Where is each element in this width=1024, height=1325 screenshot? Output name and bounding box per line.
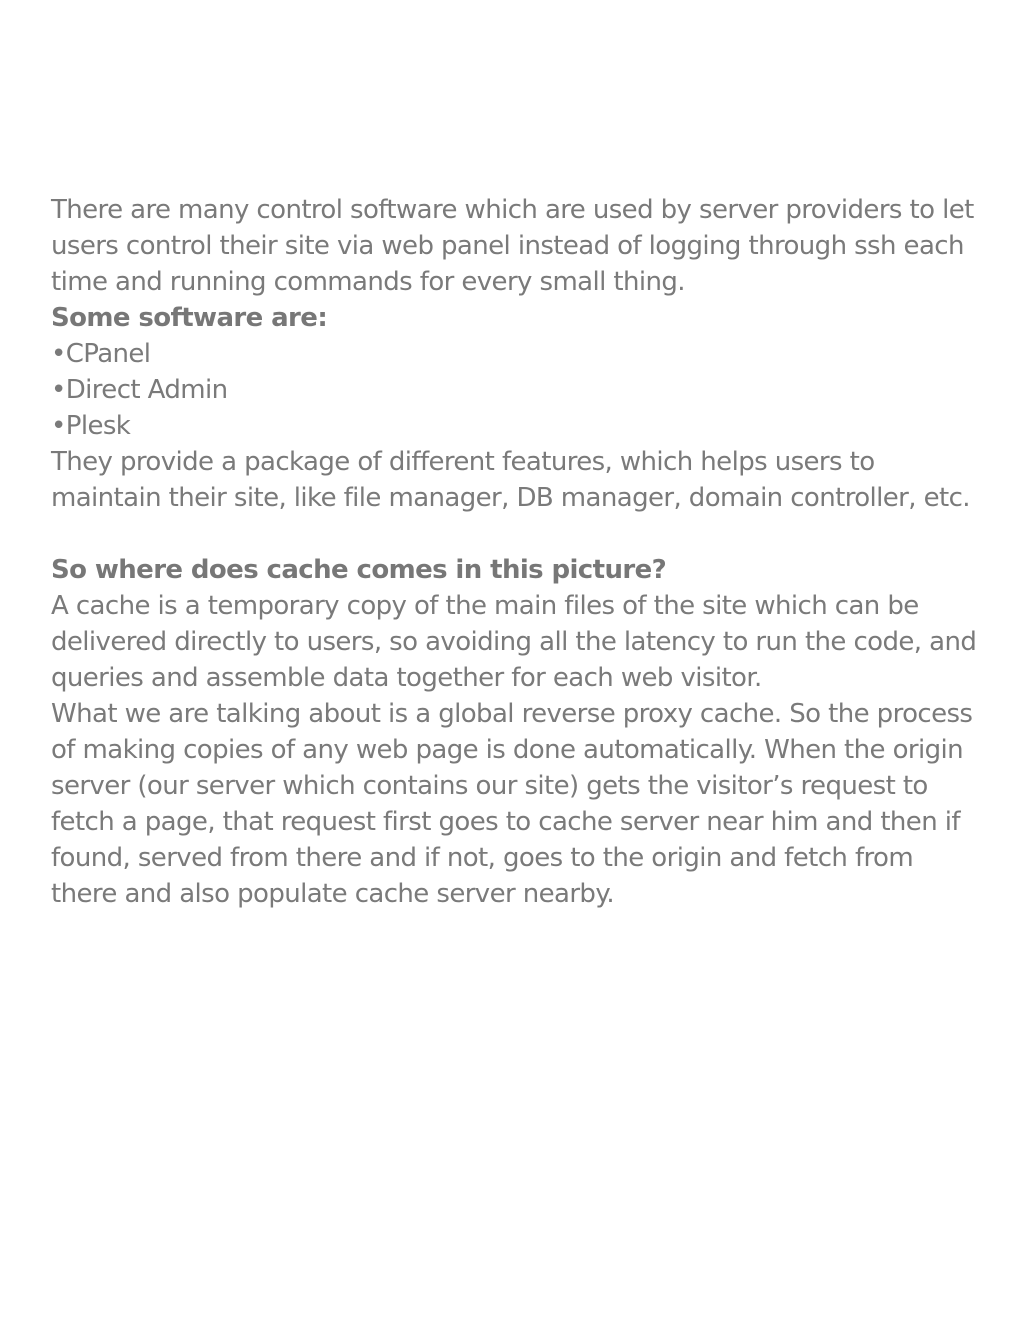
cache-heading: So where does cache comes in this picture? [51, 555, 667, 585]
list-item: •Plesk [51, 411, 131, 441]
features-paragraph: They provide a package of different features, which helps users to maintain their site, like file manager, DB manager, domain controller, etc. [51, 447, 970, 513]
software-list [51, 336, 981, 444]
list-item: •Direct Admin [51, 375, 228, 405]
list-item: •CPanel [51, 339, 151, 369]
intro-paragraph: There are many control software which are used by server providers to let users control their site via web panel instead of logging through ssh each time and running commands for every small thing. [51, 195, 974, 297]
cache-paragraph-1: A cache is a temporary copy of the main files of the site which can be delivered directly to users, so avoiding all the latency to run the code, and queries and assemble data together for each web visitor. [51, 591, 977, 693]
paragraph-spacer [51, 516, 981, 552]
software-heading: Some software are: [51, 303, 328, 333]
document-body [51, 192, 981, 912]
cache-paragraph-2: What we are talking about is a global reverse proxy cache. So the process of making copies of any web page is done automatically. When the origin server (our server which contains our site) gets the visitor’s request to fetch a page, that request first goes to cache server near him and then if found, served from there and if not, goes to the origin and fetch from there and also populate cache server nearby. [51, 699, 973, 909]
